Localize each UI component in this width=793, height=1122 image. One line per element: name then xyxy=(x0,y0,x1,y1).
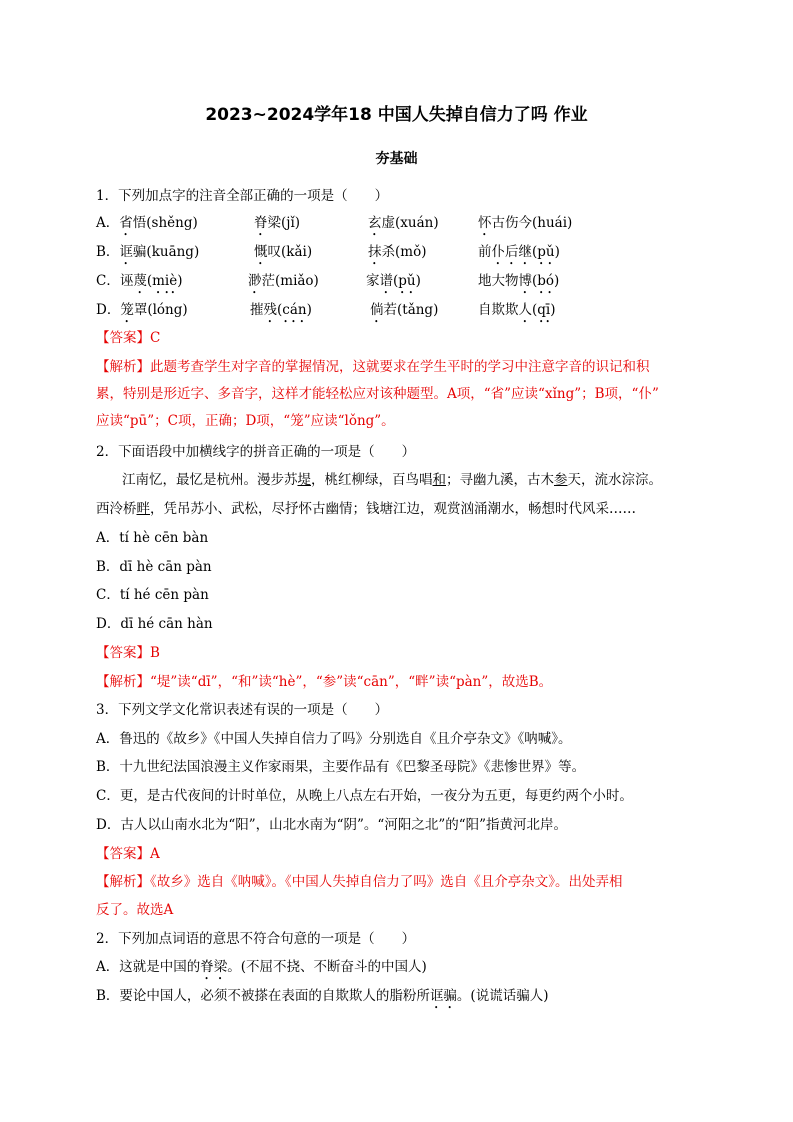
q2-answer: 【答案】B xyxy=(96,645,160,661)
q1-answer: 【答案】C xyxy=(96,330,161,346)
q2-option-b: B．dī hè cān pàn xyxy=(96,559,212,575)
q2-passage-line2: 西泠桥畔，凭吊苏小、武松，尽抒怀古幽情；钱塘江边，观赏汹涌潮水，畅想时代风采…… xyxy=(96,501,636,517)
q3-analysis-line2: 反了。故选A xyxy=(96,902,174,918)
q2-stem: 2．下面语段中加横线字的拼音正确的一项是（ ） xyxy=(96,444,416,460)
q2-analysis: 【解析】“堤”读“dī”，“和”读“hè”，“参”读“cān”，“畔”读“pàn”，故选B。 xyxy=(96,674,553,690)
q1-option-a: A．省悟(shěng) 脊梁(jǐ) 玄虚(xuán) 怀古伤今(huái) xyxy=(96,215,573,231)
q3-option-c: C．更，是古代夜间的计时单位，从晚上八点左右开始，一夜分为五更，每更约两个小时。 xyxy=(96,788,633,804)
q3-option-a: A．鲁迅的《故乡》《中国人失掉自信力了吗》分别选自《且介亭杂文》《呐喊》。 xyxy=(96,731,572,747)
q4-stem: 2．下列加点词语的意思不符合句意的一项是（ ） xyxy=(96,931,416,947)
q1-stem: 1．下列加点字的注音全部正确的一项是（ ） xyxy=(96,188,389,204)
q3-analysis-line1: 【解析】《故乡》选自《呐喊》。《中国人失掉自信力了吗》选自《且介亭杂文》。出处弄相 xyxy=(96,874,623,890)
q3-stem: 3．下列文学文化常识表述有误的一项是（ ） xyxy=(96,702,389,718)
q2-option-d: D．dī hé cān hàn xyxy=(96,616,213,632)
q1-analysis-line2: 累，特别是形近字、多音字，这样才能轻松应对该种题型。A项，“省”应读“xǐng”；B项，“仆” xyxy=(96,386,659,402)
q1-option-c: C．诬蔑(miè) 渺茫(miǎo) 家谱(pǔ) 地大物博(bó) xyxy=(96,273,560,289)
q1-option-d: D．笼罩(lóng) 摧残(cán) 倘若(tǎng) 自欺欺人(qī) xyxy=(96,302,556,318)
section-heading: 夯基础 xyxy=(375,151,418,167)
q2-option-a: A．tí hè cēn bàn xyxy=(96,530,209,546)
q4-option-a: A．这就是中国的脊梁。(不屈不挠、不断奋斗的中国人) xyxy=(96,959,427,975)
q2-option-c: C．tí hé cēn pàn xyxy=(96,587,209,603)
q2-passage-line1: 江南忆，最忆是杭州。漫步苏堤，桃红柳绿，百鸟唱和；寻幽九溪，古木参天，流水淙淙。 xyxy=(122,472,662,488)
q3-option-b: B．十九世纪法国浪漫主义作家雨果，主要作品有《巴黎圣母院》《悲惨世界》等。 xyxy=(96,759,586,775)
q3-answer: 【答案】A xyxy=(96,846,160,862)
q1-analysis-line3: 应读“pū”；C项，正确；D项，“笼”应读“lǒng”。 xyxy=(96,413,395,429)
page-title: 2023~2024学年18 中国人失掉自信力了吗 作业 xyxy=(205,105,588,125)
q4-option-b: B．要论中国人，必须不被搽在表面的自欺欺人的脂粉所诓骗。(说谎话骗人) xyxy=(96,988,549,1004)
q3-option-d: D．古人以山南水北为“阳”，山北水南为“阴”。“河阳之北”的“阳”指黄河北岸。 xyxy=(96,817,568,833)
q1-analysis-line1: 【解析】此题考查学生对字音的掌握情况，这就要求在学生平时的学习中注意字音的识记和积 xyxy=(96,359,650,375)
q1-option-b: B．诓骗(kuāng) 慨叹(kǎi) 抹杀(mǒ) 前仆后继(pǔ) xyxy=(96,244,560,260)
